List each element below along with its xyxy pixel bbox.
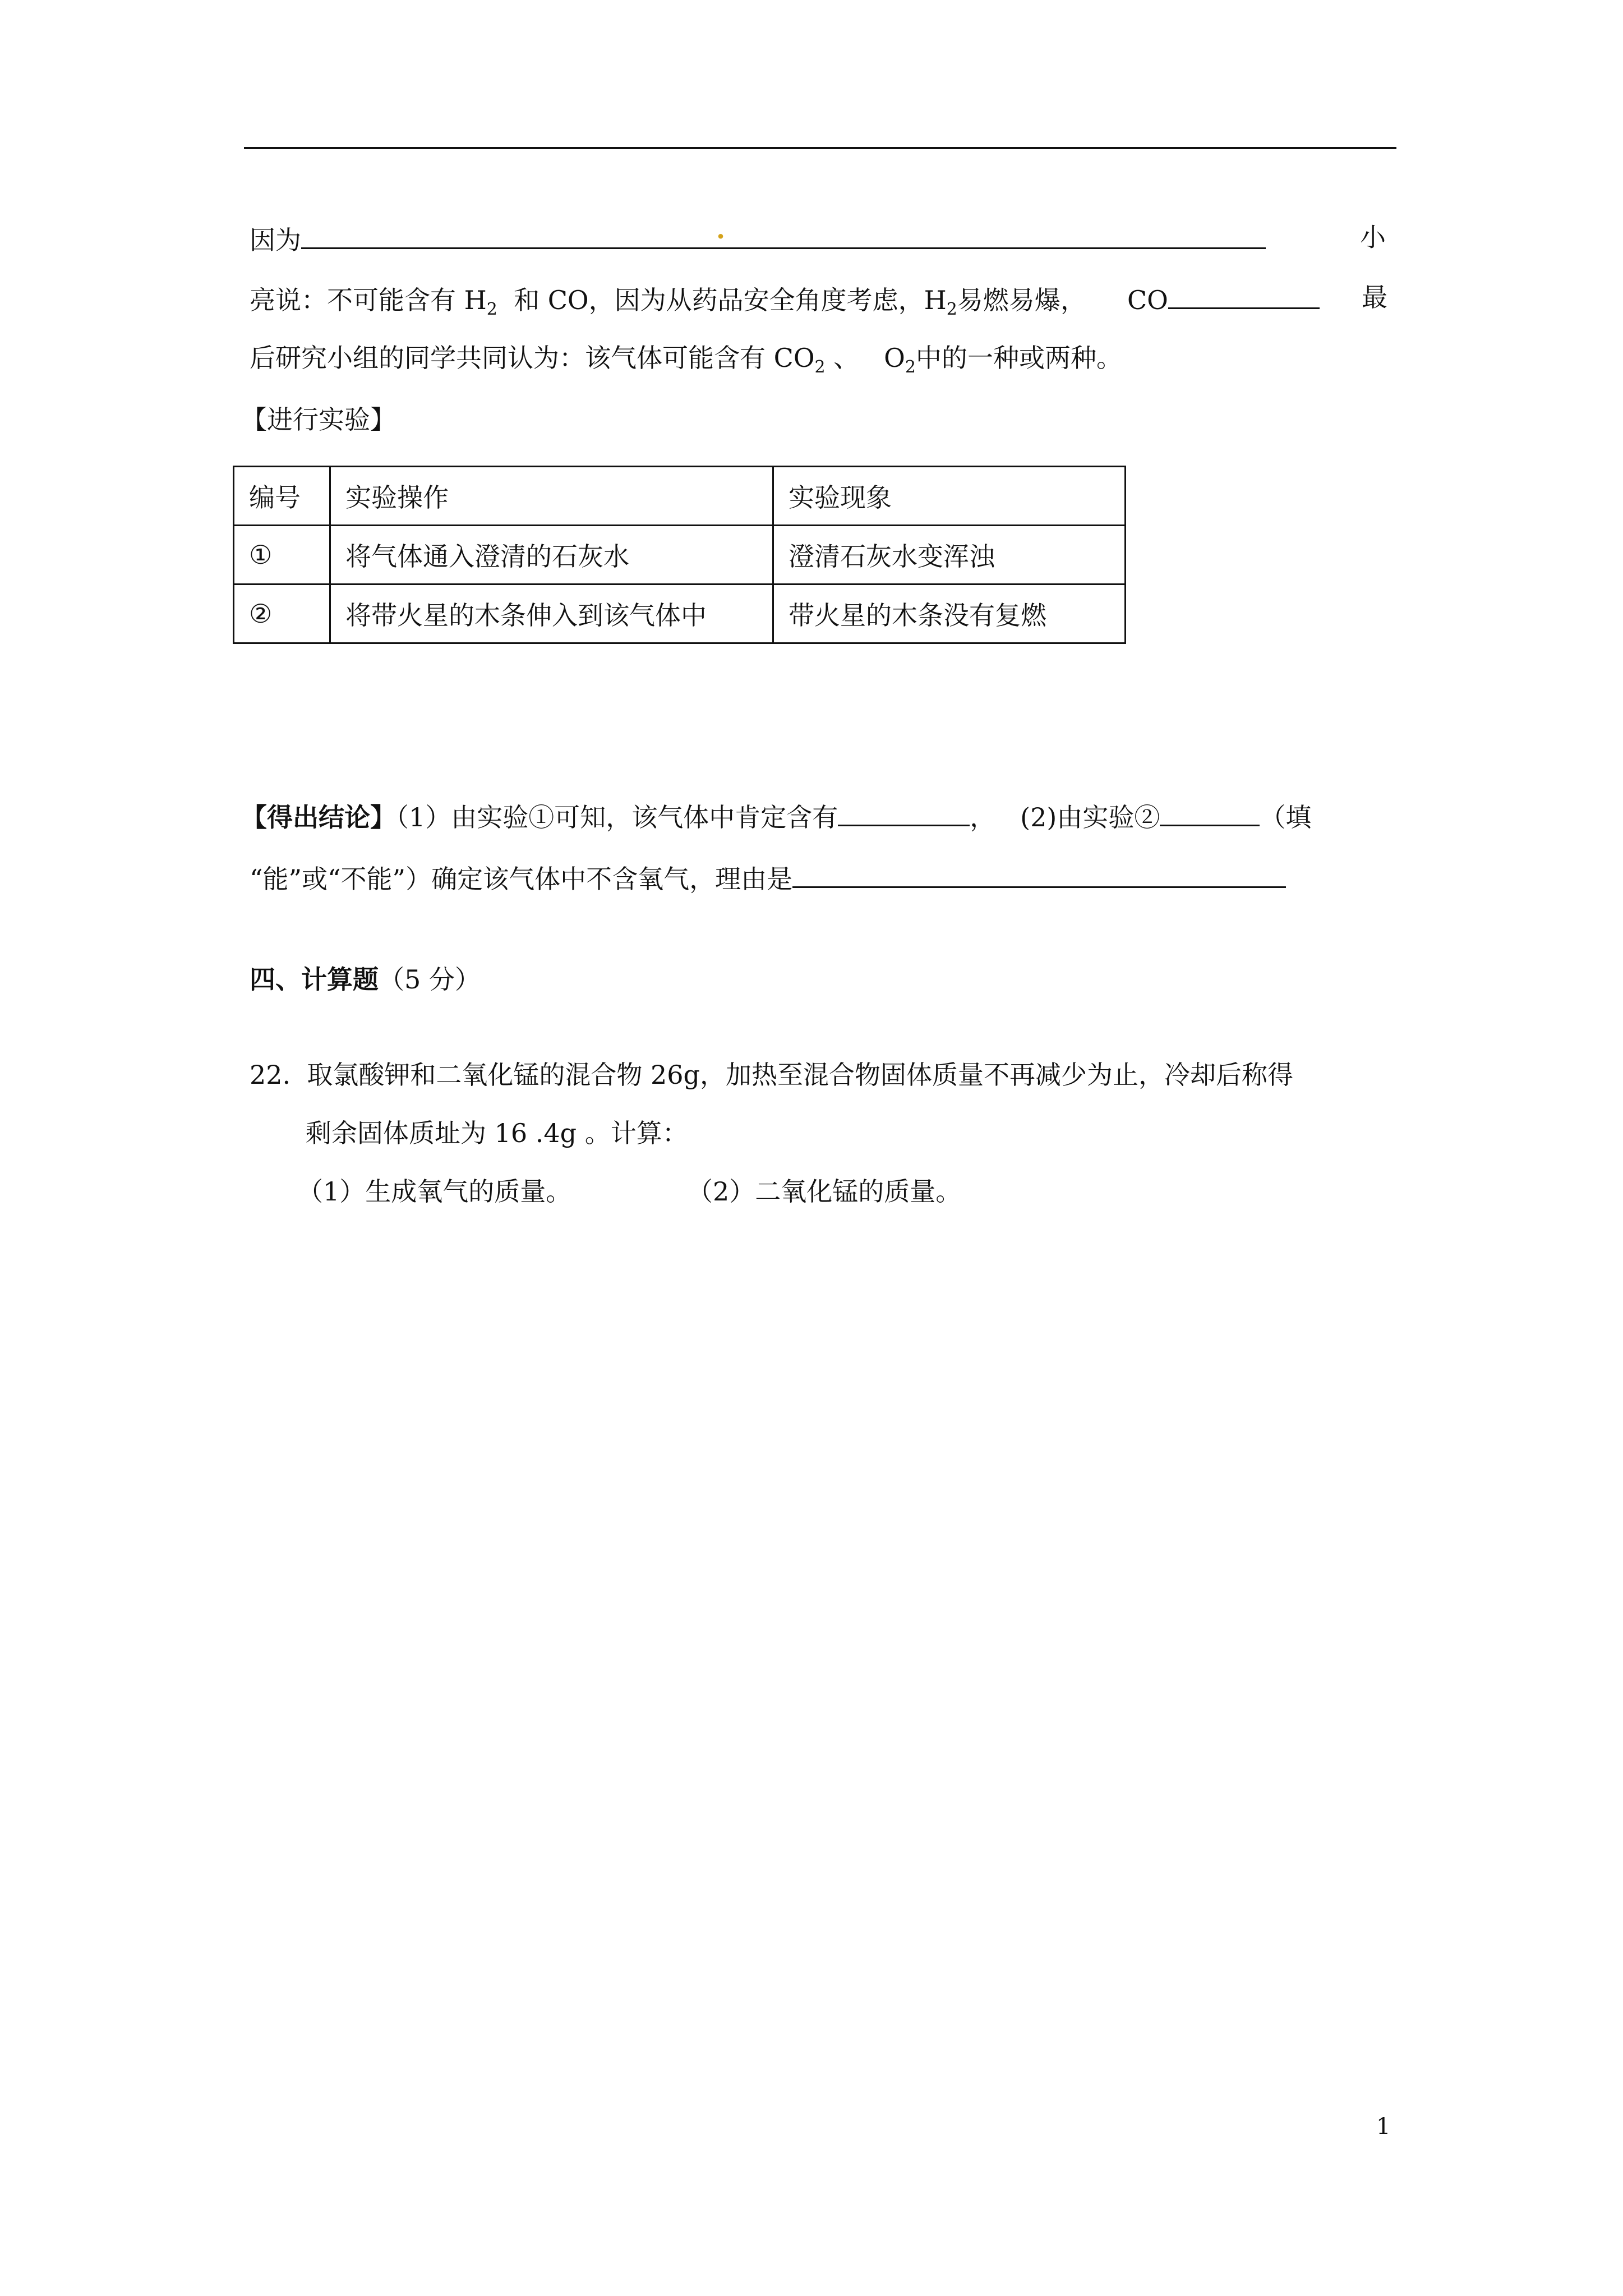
text-line-1 <box>250 214 1266 256</box>
conclusion-a: （1）由实验①可知，该气体中肯定含有 <box>396 802 838 832</box>
conclusion-line2-text: “能”或“不能”）确定该气体中不含氧气，理由是 <box>250 864 793 894</box>
line2-sub2: 2 <box>946 300 957 319</box>
conclusion-line-2 <box>250 861 1286 895</box>
q22-part-2: （2）二氧化锰的质量。 <box>687 1176 962 1207</box>
table-row <box>234 526 1126 585</box>
conclusion-c: (2)由实验② <box>1020 802 1160 832</box>
conclusion-d: （填 <box>1260 802 1312 832</box>
line2-d: CO <box>1127 285 1168 315</box>
q22-part-1: （1）生成氧气的质量。 <box>297 1176 572 1207</box>
line2-c: 易燃易爆， <box>957 285 1086 315</box>
table-cell: ② <box>234 585 330 643</box>
table-cell: 带火星的木条没有复燃 <box>773 585 1126 643</box>
line2-end: 最 <box>1362 282 1387 312</box>
blank-reason-oxygen[interactable] <box>792 861 1286 888</box>
line1-end: 小 <box>1360 222 1386 252</box>
blank-gas-contains[interactable] <box>838 799 970 826</box>
line3-b: 、 <box>833 343 860 373</box>
blank-reason-1[interactable] <box>301 222 716 249</box>
q22-line1-text: 取氯酸钾和二氧化锰的混合物 26g，加热至混合物固体质量不再减少为止，冷却后称得 <box>307 1060 1294 1090</box>
yellow-dot-mark: . <box>716 214 726 245</box>
blank-can-or-cannot[interactable] <box>1160 799 1260 826</box>
experiment-table <box>233 466 1126 644</box>
q22-number: 22. <box>250 1060 291 1090</box>
table-cell: 将带火星的木条伸入到该气体中 <box>330 585 773 643</box>
blank-reason-2[interactable] <box>727 222 1266 249</box>
table-cell: 澄清石灰水变浑浊 <box>773 526 1126 585</box>
text-line-3 <box>250 342 1122 377</box>
blank-reason-mark <box>716 214 727 249</box>
line3-a: 后研究小组的同学共同认为：该气体可能含有 CO <box>250 343 815 373</box>
q22-line-2: 剩余固体质址为 16 .4g 。计算： <box>306 1118 688 1148</box>
conclusion-label: 【得出结论】 <box>241 802 396 832</box>
text-line-2 <box>250 282 1320 319</box>
line3-d: 中的一种或两种。 <box>915 343 1122 373</box>
line1-start: 因为 <box>250 225 301 255</box>
conclusion-line-1 <box>241 799 1311 833</box>
table-cell: ① <box>234 526 330 585</box>
page-number: 1 <box>1376 2114 1391 2139</box>
table-cell: 将气体通入澄清的石灰水 <box>330 526 773 585</box>
line3-sub2: 2 <box>905 357 916 377</box>
blank-co[interactable] <box>1168 282 1320 309</box>
q22-line-1 <box>250 1059 1293 1091</box>
header-rule <box>244 147 1396 149</box>
section4-title-text: 四、计算题 <box>250 964 379 995</box>
section-experiment: 【进行实验】 <box>241 404 396 435</box>
table-header-cell: 实验操作 <box>330 467 773 526</box>
line2-sub1: 2 <box>486 300 497 319</box>
table-header-row <box>234 467 1126 526</box>
section-4-title <box>250 964 481 995</box>
table-header-cell: 编号 <box>234 467 330 526</box>
line3-c: O <box>884 343 905 373</box>
line2-a: 亮说：不可能含有 H <box>250 285 487 315</box>
conclusion-b: ， <box>970 802 996 832</box>
line3-sub1: 2 <box>814 357 826 377</box>
table-row <box>234 585 1126 643</box>
section4-score: （5 分） <box>379 964 481 995</box>
line2-b: 和 CO，因为从药品安全角度考虑，H <box>514 285 947 315</box>
table-header-cell: 实验现象 <box>773 467 1126 526</box>
